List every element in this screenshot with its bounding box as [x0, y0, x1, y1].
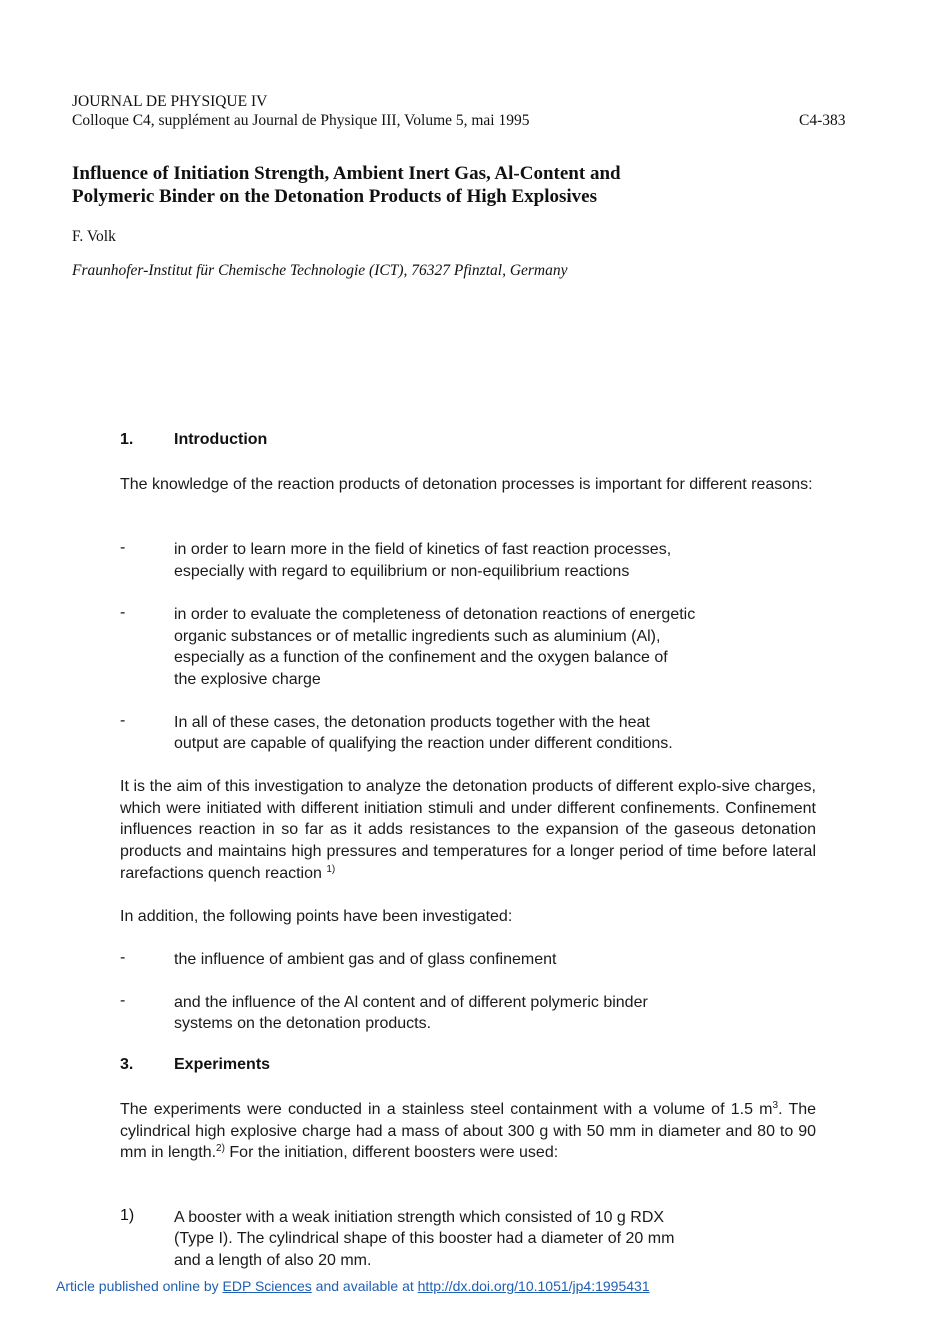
doi-link[interactable]: http://dx.doi.org/10.1051/jp4:1995431 [417, 1278, 650, 1294]
bullet-2-line-1: in order to evaluate the completeness of detonation reactions of energetic [174, 606, 696, 623]
publisher-link[interactable]: EDP Sciences [222, 1278, 312, 1294]
booster-item-1-line-2: (Type I). The cylindrical shape of this booster had a diameter of 20 mm [174, 1230, 675, 1247]
section-1-number: 1. [120, 431, 134, 448]
bullet-3-line-1: In all of these cases, the detonation products together with the heat [174, 714, 650, 731]
affiliation: Fraunhofer-Institut für Chemische Technologie (ICT), 76327 Pfinztal, Germany [72, 262, 568, 279]
aim-paragraph [120, 776, 816, 885]
author: F. Volk [72, 228, 116, 245]
addition-bullet-2-line-1: and the influence of the Al content and of different polymeric binder [174, 994, 648, 1011]
bullet-3-marker: - [120, 712, 126, 729]
volume-unit-exponent: 3 [772, 1100, 779, 1111]
footer-middle: and available at [311, 1278, 418, 1294]
aim-text: It is the aim of this investigation to analyze the detonation products of different explo-sive charges, which were initiated with different initiation stimuli and under different confinements. Confinement influences reaction in so far as it adds resistances to the expansion of the gaseous detonation products and maintains high pressures and temperatures for a longer period of time before lateral rarefactions quench reaction [120, 778, 816, 882]
section-3-title: Experiments [174, 1056, 271, 1073]
section-3-number: 3. [120, 1056, 134, 1073]
bullet-2-marker: - [120, 604, 126, 621]
addition-bullet-1-line-1: the influence of ambient gas and of glass confinement [174, 951, 557, 968]
bullet-2-line-2: organic substances or of metallic ingredients such as aluminium (Al), [174, 628, 661, 645]
experiments-text-3: For the initiation, different boosters were used: [224, 1144, 559, 1162]
bullet-1-marker: - [120, 539, 126, 556]
experiments-reference: 2) [216, 1143, 225, 1155]
booster-item-1-marker: 1) [120, 1207, 135, 1224]
bullet-2-line-4: the explosive charge [174, 671, 321, 688]
publication-footer [56, 1278, 650, 1294]
addition-bullet-2-marker: - [120, 992, 126, 1009]
experiments-text-2: . The cylindrical high explosive charge had a mass of about 300 g with 50 mm in diameter and 80 to 90 mm in length. [120, 1101, 817, 1162]
bullet-1-line-2: especially with regard to equilibrium or non-equilibrium reactions [174, 563, 630, 580]
booster-item-1-line-3: and a length of also 20 mm. [174, 1252, 372, 1269]
addition-bullet-2-line-2: systems on the detonation products. [174, 1015, 432, 1032]
bullet-1-line-1: in order to learn more in the field of kinetics of fast reaction processes, [174, 541, 672, 558]
paper-title-line-2: Polymeric Binder on the Detonation Products of High Explosives [72, 186, 597, 207]
addition-intro: In addition, the following points have been investigated: [120, 908, 513, 925]
bullet-3-line-2: output are capable of qualifying the reaction under different conditions. [174, 735, 673, 752]
page-number: C4-383 [799, 112, 846, 129]
experiments-text-1: The experiments were conducted in a stainless steel containment with a volume of 1.5 m [120, 1101, 773, 1118]
bullet-2-line-3: especially as a function of the confinement and the oxygen balance of [174, 649, 668, 666]
booster-item-1-line-1: A booster with a weak initiation strength which consisted of 10 g RDX [174, 1209, 665, 1226]
colloque-line: Colloque C4, supplément au Journal de Physique III, Volume 5, mai 1995 [72, 112, 530, 129]
journal-name: JOURNAL DE PHYSIQUE IV [72, 93, 268, 110]
intro-paragraph: The knowledge of the reaction products of detonation processes is important for different reasons: [120, 476, 813, 493]
section-1-title: Introduction [174, 431, 268, 448]
footer-prefix: Article published online by [56, 1278, 223, 1294]
experiments-paragraph [120, 1099, 816, 1164]
aim-reference: 1) [326, 863, 336, 875]
paper-title-line-1: Influence of Initiation Strength, Ambient Inert Gas, Al-Content and [72, 163, 621, 184]
addition-bullet-1-marker: - [120, 949, 126, 966]
